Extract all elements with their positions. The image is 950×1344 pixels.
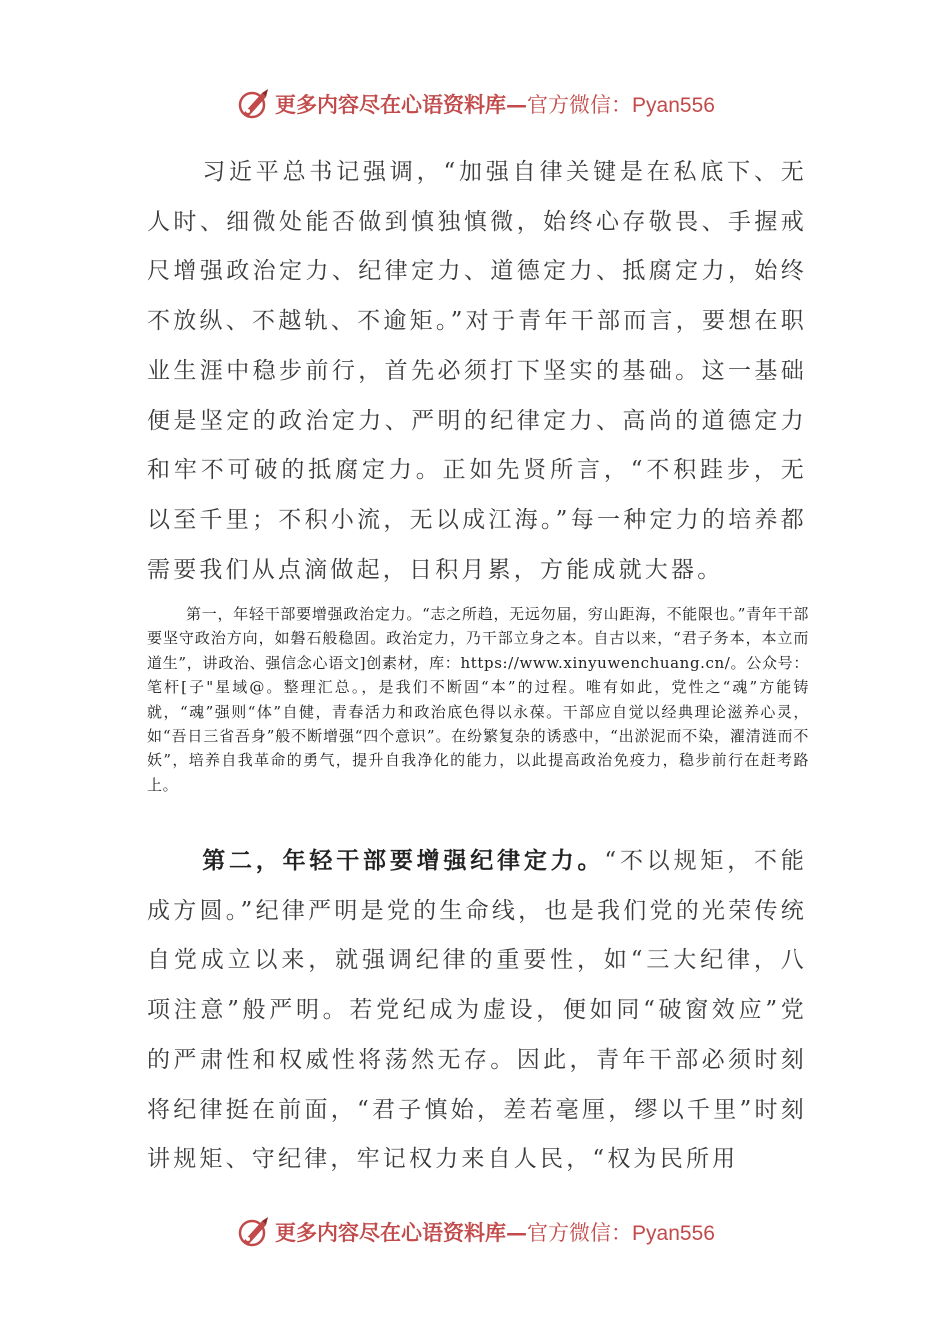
banner-dash: — [506,1220,528,1245]
pen-nib-circle-icon [235,1214,271,1250]
banner-main-text: 更多内容尽在心语资料库 [275,1220,507,1245]
body-paragraph-1-container [147,148,807,595]
banner-text [275,89,715,119]
section-heading-discipline: 第二，年轻干部要增强纪律定力。 [202,847,605,874]
banner-wechat-label: 官方微信： [527,1221,633,1245]
banner-dash: — [506,92,528,117]
pen-nib-circle-icon [235,86,271,122]
banner-wechat-label: 官方微信： [527,93,633,117]
body-paragraph-2: 第一，年轻干部要增强政治定力。“志之所趋，无远勿届，穷山距海，不能限也。”青年干部要坚守政治方向，如磐石般稳固。政治定力，乃干部立身之本。自古以来，“君子务本，本立而道生”，讲政治、强信念心语文]创素材，库：https://www.xinyuwenchuang.cn/。公众号：笔杆[子"星域@。整理汇总。，是我们不断固“本”的过程。唯有如此，党性之“魂”方能铸就，“魂”强则“体”自健，青春活力和政治底色得以永葆。干部应自觉以经典理论滋养心灵，如“吾日三省吾身”般不断增强“四个意识”。在纷繁复杂的诱惑中，“出淤泥而不染，濯清涟而不妖”，培养自我革命的勇气，提升自我净化的能力，以此提高政治免疫力，稳步前行在赶考路上。 [147,605,809,794]
footer-banner [0,1212,950,1252]
body-paragraph-3-container [147,836,807,1185]
header-banner [0,84,950,124]
body-paragraph-1: 习近平总书记强调，“加强自律关键是在私底下、无人时、细微处能否做到慎独慎微，始终心存敬畏、手握戒尺增强政治定力、纪律定力、道德定力、抵腐定力，始终不放纵、不越轨、不逾矩。”对于青年干部而言，要想在职业生涯中稳步前行，首先必须打下坚实的基础。这一基础便是坚定的政治定力、严明的纪律定力、高尚的道德定力和牢不可破的抵腐定力。正如先贤所言，“不积跬步，无以至千里；不积小流，无以成江海。”每一种定力的培养都需要我们从点滴做起，日积月累，方能成就大器。 [147,159,807,583]
banner-wechat-id: Pyan556 [632,94,715,117]
body-paragraph-3 [147,836,807,1185]
banner-main-text: 更多内容尽在心语资料库 [275,92,507,117]
banner-text [275,1217,715,1247]
banner-wechat-id: Pyan556 [632,1222,715,1245]
body-paragraph-3-text: “不以规矩，不能成方圆。”纪律严明是党的生命线，也是我们党的光荣传统自党成立以来，就强调纪律的重要性，如“三大纪律，八项注意”般严明。若党纪成为虚设，便如同“破窗效应”党的严肃性和权威性将荡然无存。因此，青年干部必须时刻将纪律挺在前面，“君子慎始，差若毫厘，缪以千里”时刻讲规矩、守纪律，牢记权力来自人民，“权为民所用 [147,848,808,1173]
